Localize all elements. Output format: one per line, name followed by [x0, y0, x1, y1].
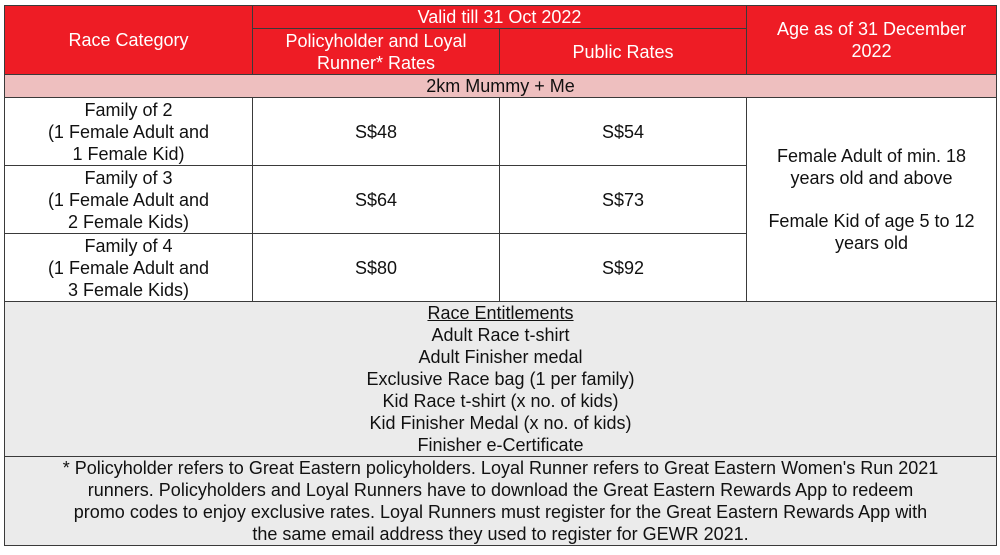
age-kid-line: Female Kid of age 5 to 12: [768, 211, 975, 231]
public-price: S$73: [500, 166, 747, 234]
entitlements-title: Race Entitlements: [427, 303, 574, 323]
entitlement-item: Exclusive Race bag (1 per family): [366, 369, 635, 389]
footnote-line: runners. Policyholders and Loyal Runners have to download the Great Eastern Rewards App to redeem: [87, 480, 914, 500]
policyholder-price: S$48: [253, 98, 500, 166]
age-header-line: 2022: [851, 41, 892, 61]
public-rates-header: Public Rates: [500, 29, 747, 75]
age-requirements-cell: [747, 98, 997, 302]
public-price: S$54: [500, 98, 747, 166]
category-cell: [5, 166, 253, 234]
category-line: 2 Female Kids): [67, 211, 190, 232]
policyholder-rates-header: [253, 29, 500, 75]
category-cell: [5, 234, 253, 302]
race-rates-table: [4, 5, 997, 546]
category-line: Family of 4: [84, 235, 173, 256]
category-line: 3 Female Kids): [67, 279, 190, 300]
valid-till-header: Valid till 31 Oct 2022: [253, 6, 747, 29]
policyholder-header-line: Runner* Rates: [316, 52, 436, 73]
footnote-line: promo codes to enjoy exclusive rates. Loyal Runners must register for the Great Eastern Rewards App with: [73, 502, 928, 522]
category-line: (1 Female Adult and: [47, 121, 210, 142]
age-kid-line: years old: [834, 233, 909, 253]
race-entitlements: [5, 302, 997, 457]
age-header: [747, 6, 997, 75]
section-label: 2km Mummy + Me: [5, 75, 997, 98]
policyholder-header-line: Policyholder and Loyal: [285, 30, 467, 51]
footnote-line: * Policyholder refers to Great Eastern policyholders. Loyal Runner refers to Great Eastern Women's Run 2021: [62, 458, 939, 478]
entitlement-item: Adult Finisher medal: [418, 347, 583, 367]
age-header-line: Age as of 31 December: [776, 19, 967, 39]
category-cell: [5, 98, 253, 166]
age-adult-line: years old and above: [790, 168, 953, 188]
footnote: [5, 457, 997, 546]
entitlement-item: Kid Race t-shirt (x no. of kids): [382, 391, 619, 411]
policyholder-price: S$64: [253, 166, 500, 234]
category-line: (1 Female Adult and: [47, 257, 210, 278]
category-line: 1 Female Kid): [72, 143, 185, 164]
entitlement-item: Adult Race t-shirt: [431, 325, 570, 345]
public-price: S$92: [500, 234, 747, 302]
entitlement-item: Finisher e-Certificate: [417, 435, 584, 455]
policyholder-price: S$80: [253, 234, 500, 302]
race-category-header: Race Category: [5, 6, 253, 75]
table-row: [5, 98, 997, 166]
category-line: Family of 3: [84, 167, 173, 188]
footnote-line: the same email address they used to register for GEWR 2021.: [252, 524, 749, 544]
entitlement-item: Kid Finisher Medal (x no. of kids): [369, 413, 632, 433]
age-adult-line: Female Adult of min. 18: [776, 146, 967, 166]
category-line: Family of 2: [84, 99, 173, 120]
category-line: (1 Female Adult and: [47, 189, 210, 210]
